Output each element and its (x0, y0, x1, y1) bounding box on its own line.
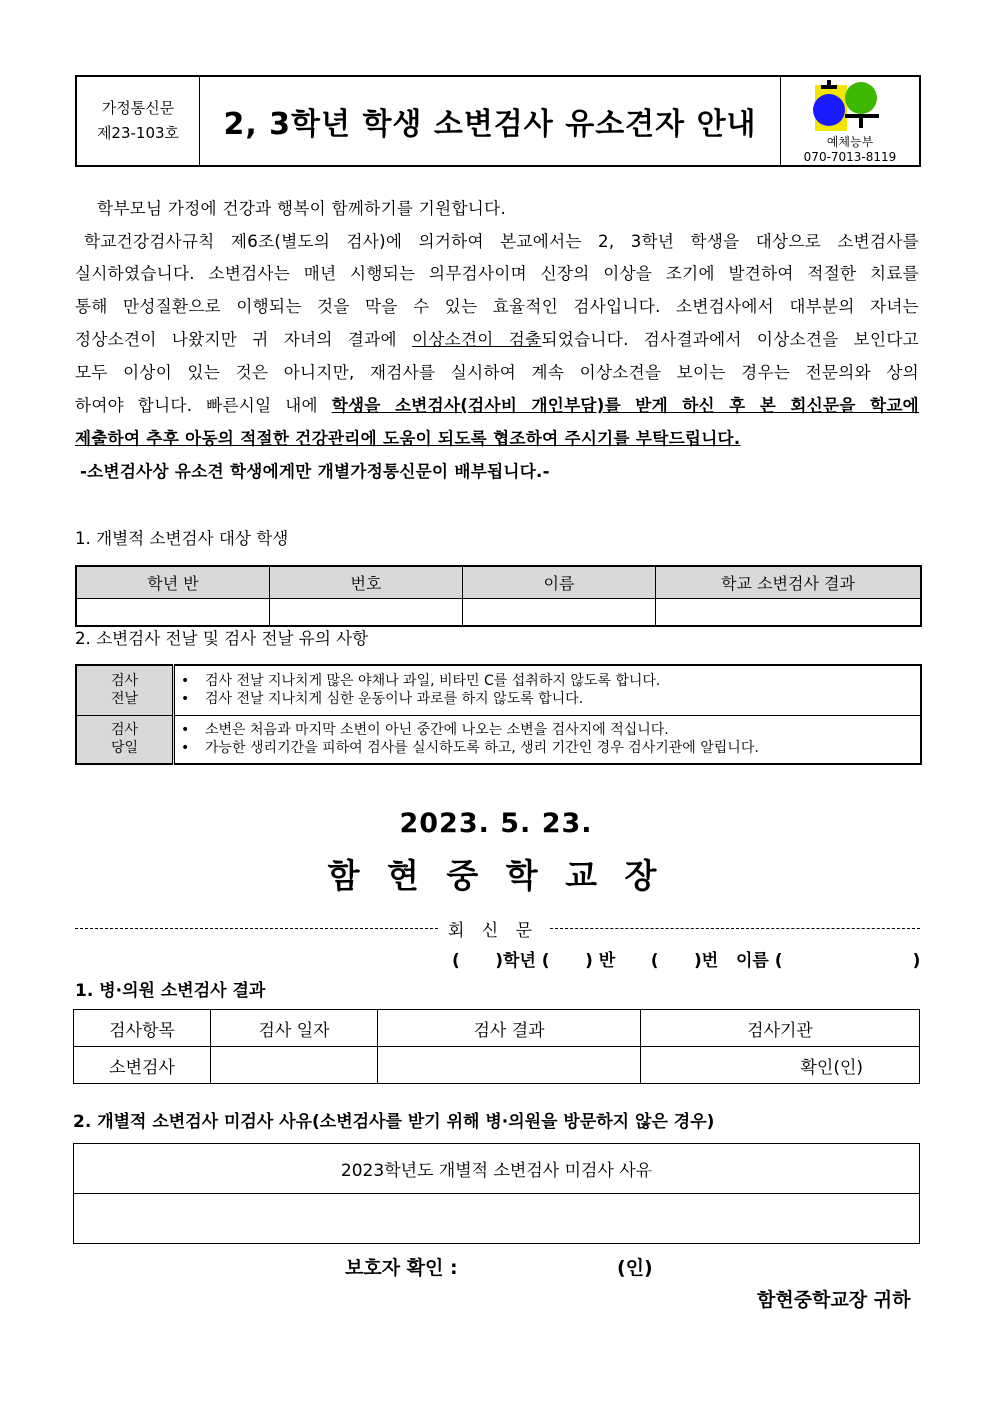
logo-department: 예체능부 (826, 135, 874, 149)
page-title: 2, 3학년 학생 소변검사 유소견자 안내 (223, 107, 757, 142)
intro-line-6b: 학생을 소변검사(검사비 개인부담)를 받게 하신 후 본 회신문을 학교에 (331, 396, 919, 415)
logo-cell (780, 77, 919, 165)
precaution-items-before (174, 665, 922, 715)
intro-line-4c: 되었습니다. 검사결과에서 이상소견을 보인다고 (541, 330, 919, 349)
intro-line-4a: 정상소견이 나왔지만 귀 자녀의 결과에 (75, 330, 412, 349)
intro-line-2: 실시하였습니다. 소변검사는 매년 시행되는 의무검사이며 신장의 이상을 조기에 발견하여 적절한 치료를 (75, 264, 919, 283)
intro-line-7: 제출하여 추후 아동의 적절한 건강관리에 도움이 되도록 협조하여 주시기를 부탁드립니다. (75, 429, 741, 448)
col-test-institution: 검사기관 (641, 1010, 920, 1047)
reason-input-cell[interactable] (74, 1194, 920, 1244)
abnormal-finding-text: 이상소견이 검출 (411, 330, 542, 349)
precaution-item: 가능한 생리기간을 피하여 검사를 실시하도록 하고, 생리 기간인 경우 검사기관에 알립니다. (205, 740, 759, 757)
doc-number: 제23-103호 (96, 124, 180, 142)
cell-test-item: 소변검사 (74, 1047, 211, 1084)
intro-line-1: 학교건강검사규칙 제6조(별도의 검사)에 의거하여 본교에서는 2, 3학년 학생을 대상으로 소변검사를 (84, 232, 919, 251)
intro-line-6a: 하여야 합니다. 빠른시일 내에 (75, 396, 332, 415)
cell-institution-seal[interactable]: 확인(인) (641, 1047, 920, 1084)
reply-section1-title: 1. 병·의원 소변검사 결과 (75, 981, 266, 1001)
issue-date: 2023. 5. 23. (399, 808, 593, 839)
reply-section2-title: 2. 개별적 소변검사 미검사 사유(소변검사를 받기 위해 병·의원을 방문하지 않은 경우) (73, 1112, 715, 1132)
col-grade-class: 학년 반 (76, 566, 270, 599)
cell-school-result[interactable] (656, 599, 922, 627)
cell-test-result[interactable] (378, 1047, 641, 1084)
bullet-icon: • (181, 740, 190, 757)
doc-type: 가정통신문 (101, 99, 175, 117)
bullet-icon: • (181, 691, 190, 708)
intro-line-4 (75, 323, 919, 356)
guardian-seal[interactable]: (인) (617, 1257, 653, 1279)
cut-line-right (550, 928, 920, 929)
intro-line-5: 모두 이상이 있는 것은 아니지만, 재검사를 실시하여 계속 이상소견을 보이는 경우는 전문의와 상의 (75, 363, 919, 382)
col-school-result: 학교 소변검사 결과 (656, 566, 922, 599)
bullet-icon: • (181, 673, 190, 690)
precaution-items-day (174, 715, 922, 764)
reply-heading: 회 신 문 (447, 921, 539, 941)
bullet-icon: • (181, 722, 190, 739)
precaution-item: 검사 전날 지나치게 심한 운동이나 과로를 하지 않도록 합니다. (205, 691, 584, 708)
guardian-confirm-label: 보호자 확인 : (345, 1257, 458, 1279)
section1-title: 1. 개별적 소변검사 대상 학생 (75, 529, 289, 548)
section2-title: 2. 소변검사 전날 및 검사 전날 유의 사항 (75, 629, 369, 648)
non-test-reason-table (73, 1143, 920, 1244)
precaution-item: 소변은 처음과 마지막 소변이 아닌 중간에 나오는 소변을 검사지에 적십니다. (205, 722, 669, 739)
document-header (75, 75, 921, 167)
col-test-date: 검사 일자 (211, 1010, 378, 1047)
cell-grade-class[interactable] (76, 599, 270, 627)
addressee: 함현중학교장 귀하 (757, 1289, 911, 1311)
reason-header: 2023학년도 개별적 소변검사 미검사 사유 (74, 1144, 920, 1194)
hospital-result-table (73, 1009, 920, 1084)
label-line: 전날 (110, 691, 139, 708)
school-logo-icon (781, 77, 919, 137)
precaution-label-before (76, 665, 174, 715)
col-test-result: 검사 결과 (378, 1010, 641, 1047)
col-test-item: 검사항목 (74, 1010, 211, 1047)
doc-info-cell (77, 77, 200, 165)
distribution-note: -소변검사상 유소견 학생에게만 개별가정통신문이 배부됩니다.- (80, 462, 550, 481)
intro-line-3: 통해 만성질환으로 이행되는 것을 막을 수 있는 효율적인 검사입니다. 소변검사에서 대부분의 자녀는 (75, 297, 919, 316)
student-info-line[interactable]: ( )학년 ( ) 반 ( )번 이름 ( ) (452, 951, 921, 971)
cell-test-date[interactable] (211, 1047, 378, 1084)
col-name: 이름 (463, 566, 656, 599)
precaution-label-day (76, 715, 174, 764)
cell-number[interactable] (270, 599, 463, 627)
principal-title: 함 현 중 학 교 장 (327, 856, 665, 895)
cell-name[interactable] (463, 599, 656, 627)
target-student-table (75, 565, 922, 627)
precaution-item: 검사 전날 지나치게 많은 야채나 과일, 비타민 C를 섭취하지 않도록 합니다. (205, 673, 661, 690)
label-line: 당일 (110, 740, 139, 757)
logo-phone: 070-7013-8119 (803, 150, 897, 164)
precautions-table (75, 664, 922, 765)
label-line: 검사 (110, 722, 139, 739)
greeting-text: 학부모님 가정에 건강과 행복이 함께하기를 기원합니다. (97, 199, 507, 218)
label-line: 검사 (110, 673, 139, 690)
col-number: 번호 (270, 566, 463, 599)
intro-line-6 (75, 389, 919, 422)
cut-line-left (75, 928, 438, 929)
